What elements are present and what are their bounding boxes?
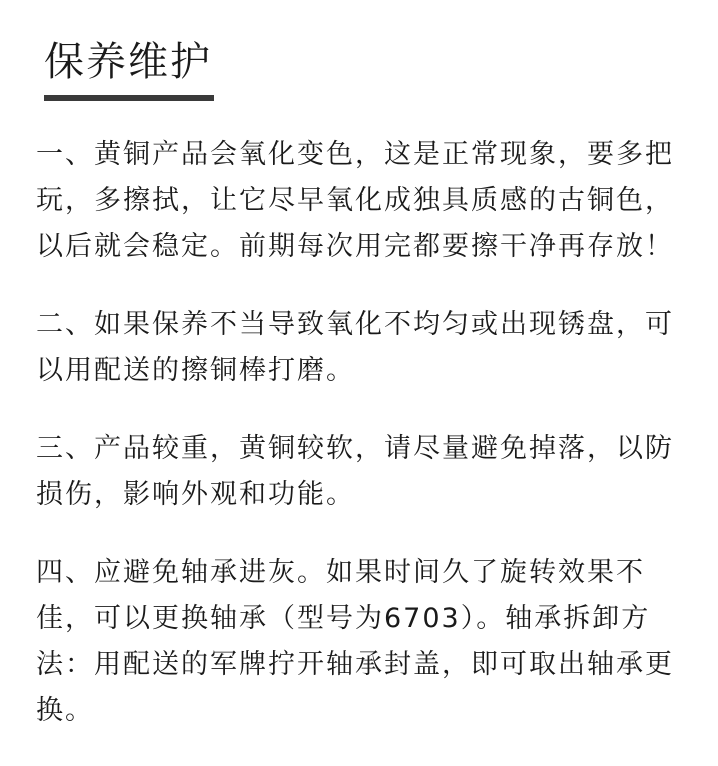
instruction-paragraph-1: 一、黄铜产品会氧化变色，这是正常现象，要多把玩，多擦拭，让它尽早氧化成独具质感的古铜色，以后就会稳定。前期每次用完都要擦干净再存放！ [36, 139, 674, 262]
page-title: 保养维护 [44, 39, 212, 85]
instruction-paragraph-2: 二、如果保养不当导致氧化不均匀或出现锈盘，可以用配送的擦铜棒打磨。 [36, 309, 674, 386]
instruction-paragraph-4: 四、应避免轴承进灰。如果时间久了旋转效果不佳，可以更换轴承（型号为6703）。轴承拆卸方法：用配送的军牌拧开轴承封盖，即可取出轴承更换。 [36, 557, 674, 726]
instruction-paragraph-3: 三、产品较重，黄铜较软，请尽量避免掉落，以防损伤，影响外观和功能。 [36, 433, 674, 510]
title-underline [44, 95, 214, 101]
maintenance-instructions [36, 132, 696, 766]
